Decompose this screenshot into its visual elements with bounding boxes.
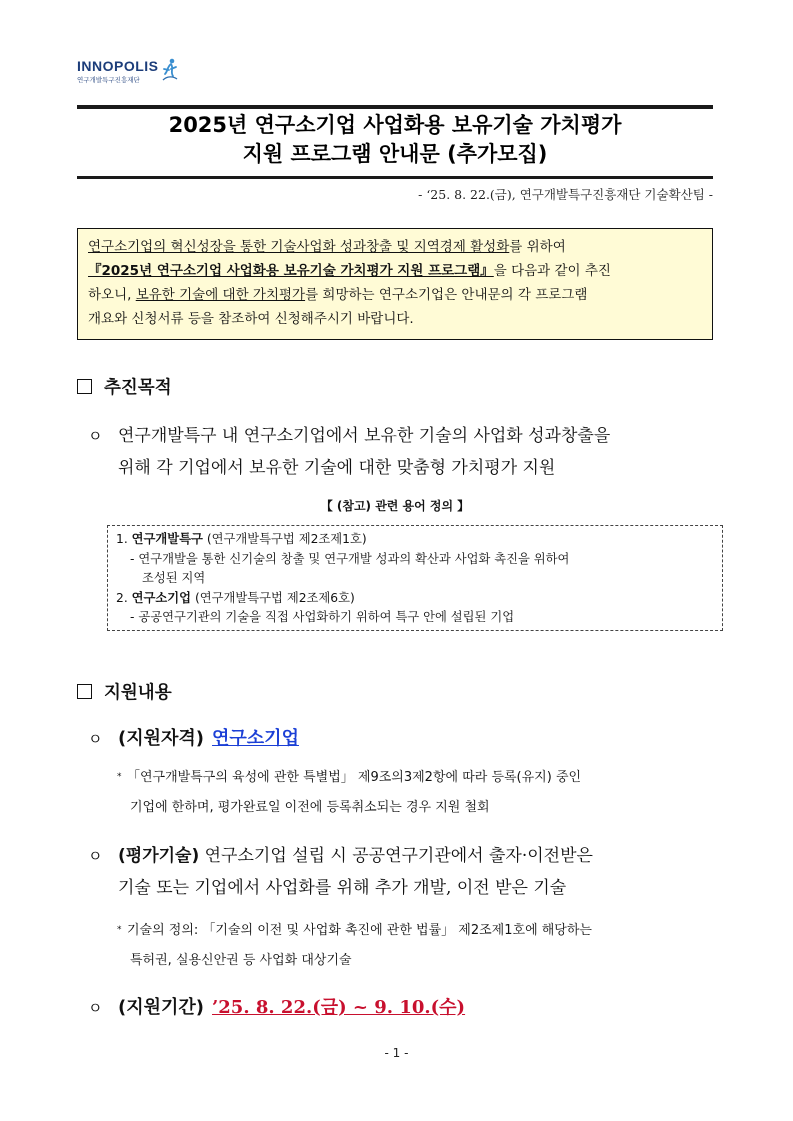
eligibility-value-link[interactable]: 연구소기업 — [212, 728, 299, 749]
definition-desc: - 공공연구기관의 기술을 직접 사업화하기 위하여 특구 안에 설립된 기업 — [130, 610, 515, 624]
definition-desc: - 연구개발을 통한 신기술의 창출 및 연구개발 성과의 확산과 사업화 촉진을 위하여 — [130, 551, 570, 566]
definition-law: (연구개발특구법 제2조제1호) — [202, 532, 367, 546]
circle-bullet-icon: ㅇ — [88, 999, 103, 1017]
definition-term: 연구개발특구 — [131, 532, 203, 546]
notice-line3-rest: 를 희망하는 연구소기업은 안내문의 각 프로그램 — [305, 287, 588, 303]
runner-icon — [161, 58, 179, 86]
eligibility-note-line2: 기업에 한하며, 평가완료일 이전에 등록취소되는 경우 지원 철회 — [130, 800, 490, 815]
section-heading-support — [77, 679, 172, 704]
asterisk-icon: * — [117, 925, 122, 935]
technology-note-line1: 기술의 정의: 「기술의 이전 및 사업화 촉진에 관한 법률」 제2조제1호에 해당하는 — [127, 923, 592, 938]
technology-label: (평가기술) — [118, 846, 200, 866]
section-title: 추진목적 — [104, 378, 172, 398]
dateline: - ‘25. 8. 22.(금), 연구개발특구진흥재단 기술확산팀 - — [418, 187, 713, 202]
notice-line3-start: 하오니, — [88, 287, 136, 303]
asterisk-icon: * — [117, 772, 122, 782]
logo-subtitle: 연구개발특구진흥재단 — [77, 76, 140, 84]
notice-line1-rest: 를 위하여 — [509, 239, 566, 255]
purpose-paragraph — [88, 420, 728, 484]
notice-line1-underlined: 연구소기업의 혁신성장을 통한 기술사업화 성과창출 및 지역경제 활성화 — [88, 239, 510, 255]
period-label: (지원기간) — [118, 997, 205, 1018]
eligibility-note-line1: 「연구개발특구의 육성에 관한 특별법」 제9조의3제2항에 따라 등록(유지) 중인 — [127, 770, 582, 785]
section-heading-purpose — [77, 374, 172, 399]
notice-box — [77, 228, 713, 340]
circle-bullet-icon: ㅇ — [88, 730, 103, 748]
title-rule-top — [77, 105, 713, 109]
definition-number: 2. — [116, 590, 132, 605]
page-number: - 1 - — [384, 1046, 409, 1060]
purpose-line2: 위해 각 기업에서 보유한 기술에 대한 맞춤형 가치평가 지원 — [118, 458, 556, 478]
page-title-line2: 지원 프로그램 안내문 (추가모집) — [242, 142, 548, 166]
technology-line1: 연구소기업 설립 시 공공연구기관에서 출자·이전받은 — [199, 846, 593, 866]
notice-program-name: 『2025년 연구소기업 사업화용 보유기술 가치평가 지원 프로그램』 — [88, 263, 494, 279]
eligibility-label: (지원자격) — [118, 728, 205, 749]
section-title: 지원내용 — [104, 683, 172, 703]
page-title-line1: 2025년 연구소기업 사업화용 보유기술 가치평가 — [168, 113, 622, 137]
title-rule-bottom — [77, 176, 713, 179]
definition-number: 1. — [116, 532, 132, 546]
purpose-line1: 연구개발특구 내 연구소기업에서 보유한 기술의 사업화 성과창출을 — [118, 426, 611, 446]
notice-line3-underlined: 보유한 기술에 대한 가치평가 — [135, 287, 306, 303]
definition-law: (연구개발특구법 제2조제6호) — [191, 590, 355, 605]
definition-desc-cont: 조성된 지역 — [142, 571, 206, 585]
technology-note-line2: 특허권, 실용신안권 등 사업화 대상기술 — [130, 953, 352, 968]
square-bullet-icon — [77, 684, 92, 699]
definition-term: 연구소기업 — [131, 590, 192, 605]
definitions-box — [107, 525, 723, 631]
reference-title: 【 (참고) 관련 용어 정의 】 — [320, 499, 470, 513]
technology-note — [117, 915, 727, 976]
period-value: ’25. 8. 22.(금) ~ 9. 10.(수) — [212, 997, 466, 1018]
innopolis-logo — [77, 58, 179, 86]
eligibility-note — [117, 762, 727, 823]
period-item — [88, 993, 465, 1019]
circle-bullet-icon: ㅇ — [88, 847, 103, 865]
logo-name: INNOPOLIS — [77, 58, 159, 74]
technology-item — [88, 840, 728, 904]
square-bullet-icon — [77, 379, 92, 394]
notice-line4: 개요와 신청서류 등을 참조하여 신청해주시기 바랍니다. — [88, 311, 414, 327]
circle-bullet-icon: ㅇ — [88, 427, 103, 445]
eligibility-item — [88, 724, 299, 750]
technology-line2: 기술 또는 기업에서 사업화를 위해 추가 개발, 이전 받은 기술 — [118, 878, 567, 898]
notice-line2-rest: 을 다음과 같이 추진 — [493, 263, 611, 279]
